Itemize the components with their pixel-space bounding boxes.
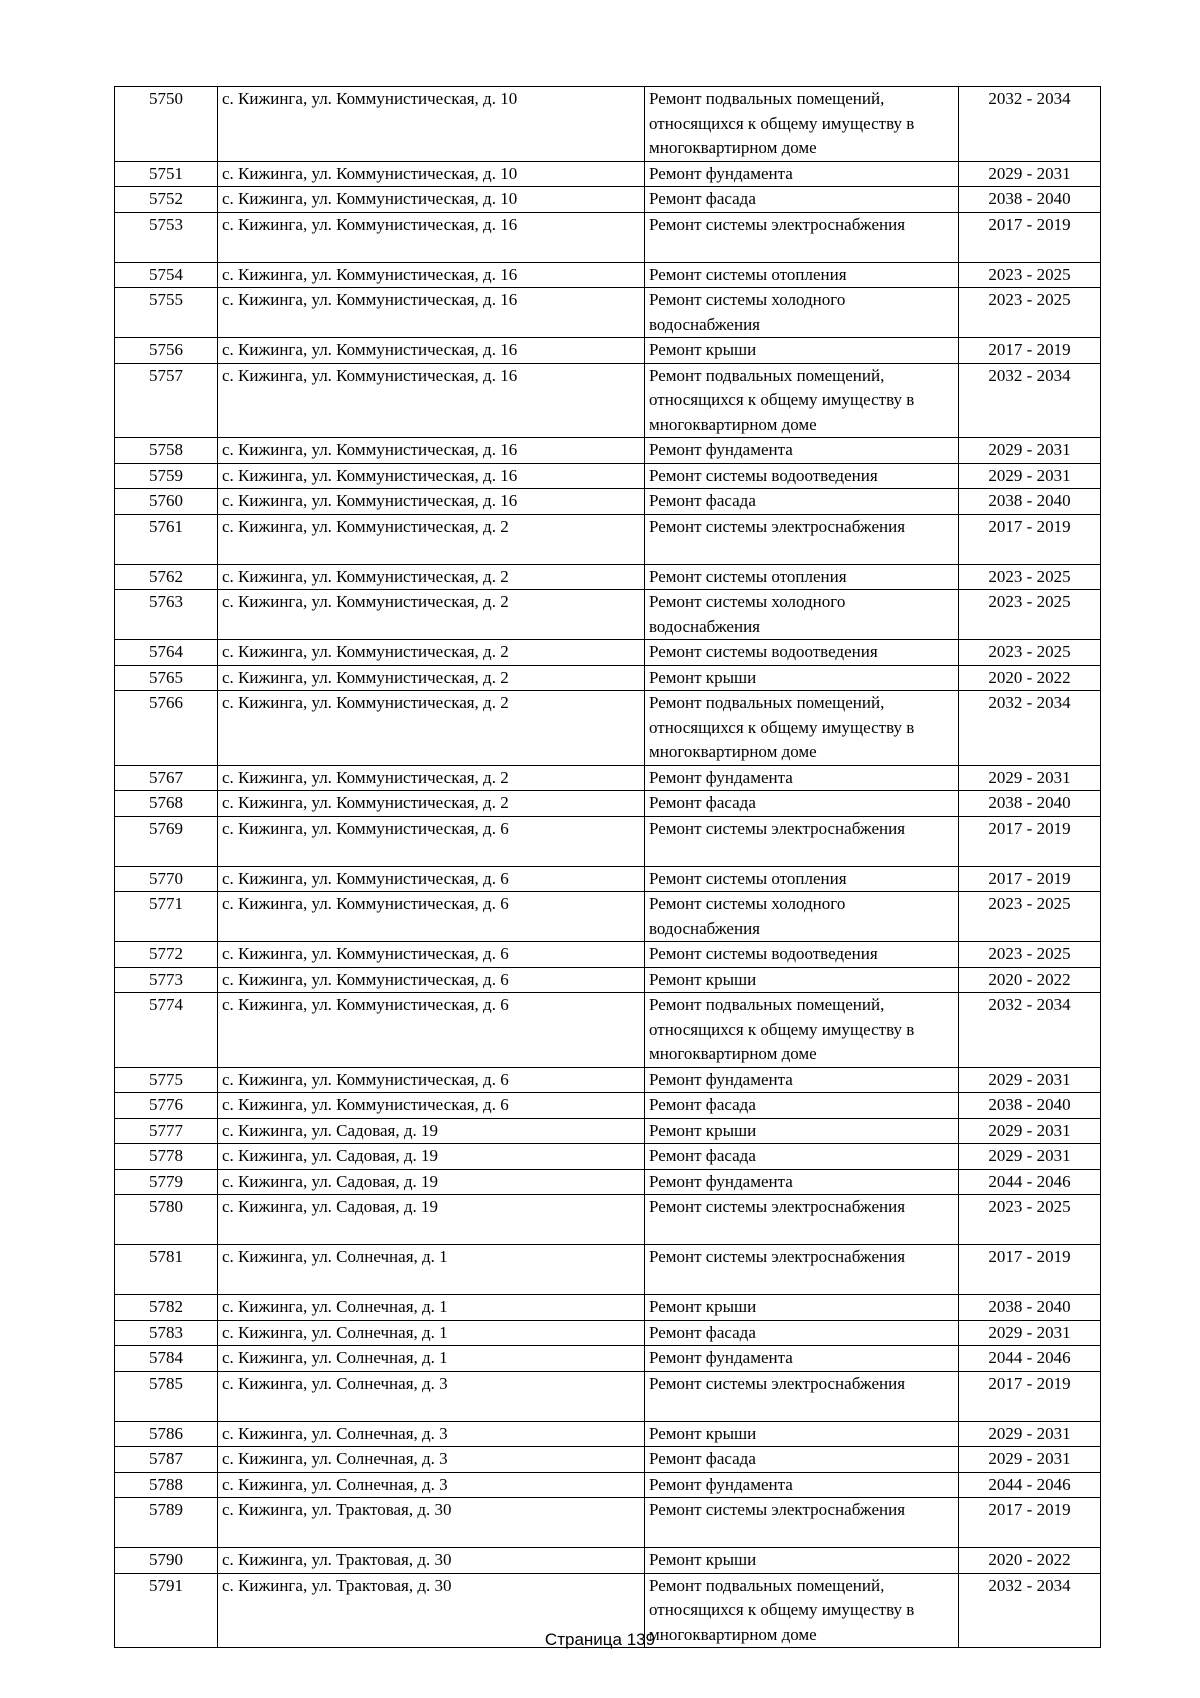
- table-row: [115, 590, 1101, 640]
- work-type-cell: Ремонт подвальных помещений, относящихся к общему имуществу в многоквартирном доме: [645, 1573, 959, 1648]
- row-number-cell: 5780: [115, 1195, 218, 1245]
- work-type-cell: Ремонт системы отопления: [645, 262, 959, 288]
- table-body: [115, 87, 1101, 1648]
- period-cell: 2017 - 2019: [959, 212, 1101, 262]
- period-cell: 2029 - 2031: [959, 1067, 1101, 1093]
- period-cell: 2023 - 2025: [959, 288, 1101, 338]
- address-cell: с. Кижинга, ул. Садовая, д. 19: [218, 1169, 645, 1195]
- period-cell: 2023 - 2025: [959, 564, 1101, 590]
- period-cell: 2023 - 2025: [959, 262, 1101, 288]
- address-cell: с. Кижинга, ул. Коммунистическая, д. 2: [218, 791, 645, 817]
- work-type-cell: Ремонт подвальных помещений, относящихся к общему имуществу в многоквартирном доме: [645, 691, 959, 766]
- row-number-cell: 5777: [115, 1118, 218, 1144]
- work-type-cell: Ремонт крыши: [645, 967, 959, 993]
- address-cell: с. Кижинга, ул. Коммунистическая, д. 16: [218, 338, 645, 364]
- row-number-cell: 5778: [115, 1144, 218, 1170]
- row-number-cell: 5789: [115, 1498, 218, 1548]
- work-type-cell: Ремонт системы водоотведения: [645, 463, 959, 489]
- table-row: [115, 1371, 1101, 1421]
- table-row: [115, 942, 1101, 968]
- period-cell: 2038 - 2040: [959, 1295, 1101, 1321]
- work-type-cell: Ремонт фасада: [645, 489, 959, 515]
- address-cell: с. Кижинга, ул. Коммунистическая, д. 2: [218, 590, 645, 640]
- row-number-cell: 5764: [115, 640, 218, 666]
- row-number-cell: 5759: [115, 463, 218, 489]
- address-cell: с. Кижинга, ул. Коммунистическая, д. 16: [218, 463, 645, 489]
- address-cell: с. Кижинга, ул. Трактовая, д. 30: [218, 1498, 645, 1548]
- period-cell: 2044 - 2046: [959, 1346, 1101, 1372]
- row-number-cell: 5776: [115, 1093, 218, 1119]
- period-cell: 2038 - 2040: [959, 489, 1101, 515]
- period-cell: 2038 - 2040: [959, 1093, 1101, 1119]
- address-cell: с. Кижинга, ул. Коммунистическая, д. 6: [218, 892, 645, 942]
- address-cell: с. Кижинга, ул. Коммунистическая, д. 2: [218, 665, 645, 691]
- period-cell: 2029 - 2031: [959, 765, 1101, 791]
- work-type-cell: Ремонт системы холодного водоснабжения: [645, 892, 959, 942]
- work-type-cell: Ремонт фундамента: [645, 438, 959, 464]
- work-type-cell: Ремонт подвальных помещений, относящихся к общему имуществу в многоквартирном доме: [645, 87, 959, 162]
- period-cell: 2029 - 2031: [959, 1118, 1101, 1144]
- address-cell: с. Кижинга, ул. Коммунистическая, д. 6: [218, 1067, 645, 1093]
- period-cell: 2032 - 2034: [959, 993, 1101, 1068]
- row-number-cell: 5761: [115, 514, 218, 564]
- work-type-cell: Ремонт системы электроснабжения: [645, 1371, 959, 1421]
- row-number-cell: 5765: [115, 665, 218, 691]
- period-cell: 2032 - 2034: [959, 691, 1101, 766]
- address-cell: с. Кижинга, ул. Коммунистическая, д. 6: [218, 1093, 645, 1119]
- period-cell: 2038 - 2040: [959, 791, 1101, 817]
- table-row: [115, 1320, 1101, 1346]
- row-number-cell: 5784: [115, 1346, 218, 1372]
- work-type-cell: Ремонт системы отопления: [645, 564, 959, 590]
- work-type-cell: Ремонт фундамента: [645, 765, 959, 791]
- work-type-cell: Ремонт фасада: [645, 1093, 959, 1119]
- period-cell: 2017 - 2019: [959, 1498, 1101, 1548]
- row-number-cell: 5786: [115, 1421, 218, 1447]
- work-type-cell: Ремонт системы электроснабжения: [645, 1195, 959, 1245]
- period-cell: 2029 - 2031: [959, 438, 1101, 464]
- row-number-cell: 5751: [115, 161, 218, 187]
- row-number-cell: 5774: [115, 993, 218, 1068]
- row-number-cell: 5760: [115, 489, 218, 515]
- work-type-cell: Ремонт системы электроснабжения: [645, 1498, 959, 1548]
- row-number-cell: 5781: [115, 1245, 218, 1295]
- work-type-cell: Ремонт фундамента: [645, 1346, 959, 1372]
- table-row: [115, 1195, 1101, 1245]
- work-type-cell: Ремонт фасада: [645, 1320, 959, 1346]
- address-cell: с. Кижинга, ул. Коммунистическая, д. 6: [218, 942, 645, 968]
- address-cell: с. Кижинга, ул. Солнечная, д. 1: [218, 1295, 645, 1321]
- table-row: [115, 489, 1101, 515]
- work-type-cell: Ремонт фундамента: [645, 1067, 959, 1093]
- table-row: [115, 1067, 1101, 1093]
- period-cell: 2038 - 2040: [959, 187, 1101, 213]
- table-row: [115, 262, 1101, 288]
- work-type-cell: Ремонт крыши: [645, 1421, 959, 1447]
- table-row: [115, 161, 1101, 187]
- address-cell: с. Кижинга, ул. Коммунистическая, д. 2: [218, 640, 645, 666]
- period-cell: 2020 - 2022: [959, 967, 1101, 993]
- table-row: [115, 1548, 1101, 1574]
- table-row: [115, 1144, 1101, 1170]
- period-cell: 2032 - 2034: [959, 87, 1101, 162]
- work-type-cell: Ремонт фундамента: [645, 1169, 959, 1195]
- table-row: [115, 338, 1101, 364]
- period-cell: 2029 - 2031: [959, 463, 1101, 489]
- page-number: Страница 139: [544, 1630, 656, 1649]
- address-cell: с. Кижинга, ул. Коммунистическая, д. 10: [218, 87, 645, 162]
- work-type-cell: Ремонт крыши: [645, 1548, 959, 1574]
- address-cell: с. Кижинга, ул. Коммунистическая, д. 6: [218, 816, 645, 866]
- work-type-cell: Ремонт системы электроснабжения: [645, 514, 959, 564]
- period-cell: 2023 - 2025: [959, 590, 1101, 640]
- work-type-cell: Ремонт крыши: [645, 665, 959, 691]
- address-cell: с. Кижинга, ул. Коммунистическая, д. 16: [218, 438, 645, 464]
- row-number-cell: 5763: [115, 590, 218, 640]
- work-type-cell: Ремонт фундамента: [645, 1472, 959, 1498]
- period-cell: 2029 - 2031: [959, 161, 1101, 187]
- period-cell: 2017 - 2019: [959, 1371, 1101, 1421]
- row-number-cell: 5755: [115, 288, 218, 338]
- work-type-cell: Ремонт системы электроснабжения: [645, 816, 959, 866]
- table-row: [115, 1295, 1101, 1321]
- address-cell: с. Кижинга, ул. Солнечная, д. 1: [218, 1245, 645, 1295]
- row-number-cell: 5753: [115, 212, 218, 262]
- row-number-cell: 5772: [115, 942, 218, 968]
- table-row: [115, 993, 1101, 1068]
- address-cell: с. Кижинга, ул. Садовая, д. 19: [218, 1118, 645, 1144]
- work-type-cell: Ремонт системы холодного водоснабжения: [645, 590, 959, 640]
- table-row: [115, 640, 1101, 666]
- work-type-cell: Ремонт крыши: [645, 1118, 959, 1144]
- period-cell: 2020 - 2022: [959, 1548, 1101, 1574]
- period-cell: 2032 - 2034: [959, 363, 1101, 438]
- address-cell: с. Кижинга, ул. Трактовая, д. 30: [218, 1548, 645, 1574]
- work-type-cell: Ремонт системы отопления: [645, 866, 959, 892]
- table-row: [115, 892, 1101, 942]
- table-row: [115, 791, 1101, 817]
- address-cell: с. Кижинга, ул. Коммунистическая, д. 16: [218, 212, 645, 262]
- row-number-cell: 5750: [115, 87, 218, 162]
- work-type-cell: Ремонт подвальных помещений, относящихся к общему имуществу в многоквартирном доме: [645, 363, 959, 438]
- work-type-cell: Ремонт крыши: [645, 1295, 959, 1321]
- address-cell: с. Кижинга, ул. Солнечная, д. 3: [218, 1472, 645, 1498]
- work-type-cell: Ремонт фундамента: [645, 161, 959, 187]
- table-row: [115, 1421, 1101, 1447]
- address-cell: с. Кижинга, ул. Садовая, д. 19: [218, 1144, 645, 1170]
- table-row: [115, 564, 1101, 590]
- address-cell: с. Кижинга, ул. Коммунистическая, д. 6: [218, 993, 645, 1068]
- table-row: [115, 691, 1101, 766]
- address-cell: с. Кижинга, ул. Коммунистическая, д. 2: [218, 691, 645, 766]
- table-row: [115, 1169, 1101, 1195]
- address-cell: с. Кижинга, ул. Солнечная, д. 3: [218, 1371, 645, 1421]
- table-row: [115, 967, 1101, 993]
- period-cell: 2023 - 2025: [959, 1195, 1101, 1245]
- address-cell: с. Кижинга, ул. Солнечная, д. 3: [218, 1447, 645, 1473]
- address-cell: с. Кижинга, ул. Солнечная, д. 1: [218, 1346, 645, 1372]
- table-row: [115, 438, 1101, 464]
- period-cell: 2044 - 2046: [959, 1169, 1101, 1195]
- row-number-cell: 5779: [115, 1169, 218, 1195]
- row-number-cell: 5762: [115, 564, 218, 590]
- table-row: [115, 87, 1101, 162]
- table-row: [115, 765, 1101, 791]
- address-cell: с. Кижинга, ул. Коммунистическая, д. 2: [218, 765, 645, 791]
- work-type-cell: Ремонт системы электроснабжения: [645, 1245, 959, 1295]
- period-cell: 2029 - 2031: [959, 1447, 1101, 1473]
- period-cell: 2029 - 2031: [959, 1320, 1101, 1346]
- table-row: [115, 1118, 1101, 1144]
- table-row: [115, 1245, 1101, 1295]
- table-row: [115, 363, 1101, 438]
- row-number-cell: 5758: [115, 438, 218, 464]
- period-cell: 2020 - 2022: [959, 665, 1101, 691]
- row-number-cell: 5769: [115, 816, 218, 866]
- work-type-cell: Ремонт системы водоотведения: [645, 640, 959, 666]
- table-row: [115, 665, 1101, 691]
- period-cell: 2017 - 2019: [959, 338, 1101, 364]
- row-number-cell: 5756: [115, 338, 218, 364]
- row-number-cell: 5775: [115, 1067, 218, 1093]
- period-cell: 2023 - 2025: [959, 892, 1101, 942]
- work-type-cell: Ремонт системы водоотведения: [645, 942, 959, 968]
- table-row: [115, 866, 1101, 892]
- period-cell: 2017 - 2019: [959, 1245, 1101, 1295]
- table-row: [115, 1472, 1101, 1498]
- address-cell: с. Кижинга, ул. Коммунистическая, д. 6: [218, 866, 645, 892]
- work-type-cell: Ремонт фасада: [645, 791, 959, 817]
- row-number-cell: 5752: [115, 187, 218, 213]
- row-number-cell: 5783: [115, 1320, 218, 1346]
- address-cell: с. Кижинга, ул. Коммунистическая, д. 16: [218, 363, 645, 438]
- table-row: [115, 463, 1101, 489]
- address-cell: с. Кижинга, ул. Солнечная, д. 3: [218, 1421, 645, 1447]
- period-cell: 2017 - 2019: [959, 514, 1101, 564]
- row-number-cell: 5787: [115, 1447, 218, 1473]
- address-cell: с. Кижинга, ул. Коммунистическая, д. 10: [218, 161, 645, 187]
- address-cell: с. Кижинга, ул. Коммунистическая, д. 16: [218, 489, 645, 515]
- table-row: [115, 1346, 1101, 1372]
- table-row: [115, 816, 1101, 866]
- table-row: [115, 288, 1101, 338]
- address-cell: с. Кижинга, ул. Солнечная, д. 1: [218, 1320, 645, 1346]
- row-number-cell: 5773: [115, 967, 218, 993]
- work-type-cell: Ремонт системы холодного водоснабжения: [645, 288, 959, 338]
- work-type-cell: Ремонт фасада: [645, 187, 959, 213]
- row-number-cell: 5767: [115, 765, 218, 791]
- period-cell: 2023 - 2025: [959, 640, 1101, 666]
- work-type-cell: Ремонт системы электроснабжения: [645, 212, 959, 262]
- row-number-cell: 5785: [115, 1371, 218, 1421]
- address-cell: с. Кижинга, ул. Коммунистическая, д. 16: [218, 288, 645, 338]
- period-cell: 2044 - 2046: [959, 1472, 1101, 1498]
- row-number-cell: 5790: [115, 1548, 218, 1574]
- work-type-cell: Ремонт фасада: [645, 1144, 959, 1170]
- address-cell: с. Кижинга, ул. Коммунистическая, д. 2: [218, 564, 645, 590]
- row-number-cell: 5766: [115, 691, 218, 766]
- period-cell: 2017 - 2019: [959, 816, 1101, 866]
- row-number-cell: 5768: [115, 791, 218, 817]
- period-cell: 2029 - 2031: [959, 1144, 1101, 1170]
- period-cell: 2032 - 2034: [959, 1573, 1101, 1648]
- table-row: [115, 1447, 1101, 1473]
- row-number-cell: 5754: [115, 262, 218, 288]
- address-cell: с. Кижинга, ул. Трактовая, д. 30: [218, 1573, 645, 1648]
- period-cell: 2029 - 2031: [959, 1421, 1101, 1447]
- table-row: [115, 1093, 1101, 1119]
- work-type-cell: Ремонт подвальных помещений, относящихся к общему имуществу в многоквартирном доме: [645, 993, 959, 1068]
- row-number-cell: 5788: [115, 1472, 218, 1498]
- address-cell: с. Кижинга, ул. Коммунистическая, д. 16: [218, 262, 645, 288]
- period-cell: 2023 - 2025: [959, 942, 1101, 968]
- table-row: [115, 212, 1101, 262]
- address-cell: с. Кижинга, ул. Садовая, д. 19: [218, 1195, 645, 1245]
- table-row: [115, 514, 1101, 564]
- row-number-cell: 5757: [115, 363, 218, 438]
- row-number-cell: 5791: [115, 1573, 218, 1648]
- row-number-cell: 5771: [115, 892, 218, 942]
- row-number-cell: 5770: [115, 866, 218, 892]
- address-cell: с. Кижинга, ул. Коммунистическая, д. 2: [218, 514, 645, 564]
- address-cell: с. Кижинга, ул. Коммунистическая, д. 6: [218, 967, 645, 993]
- address-cell: с. Кижинга, ул. Коммунистическая, д. 10: [218, 187, 645, 213]
- work-type-cell: Ремонт крыши: [645, 338, 959, 364]
- table-row: [115, 1498, 1101, 1548]
- repair-schedule-table: [114, 86, 1101, 1648]
- work-type-cell: Ремонт фасада: [645, 1447, 959, 1473]
- period-cell: 2017 - 2019: [959, 866, 1101, 892]
- row-number-cell: 5782: [115, 1295, 218, 1321]
- table-row: [115, 187, 1101, 213]
